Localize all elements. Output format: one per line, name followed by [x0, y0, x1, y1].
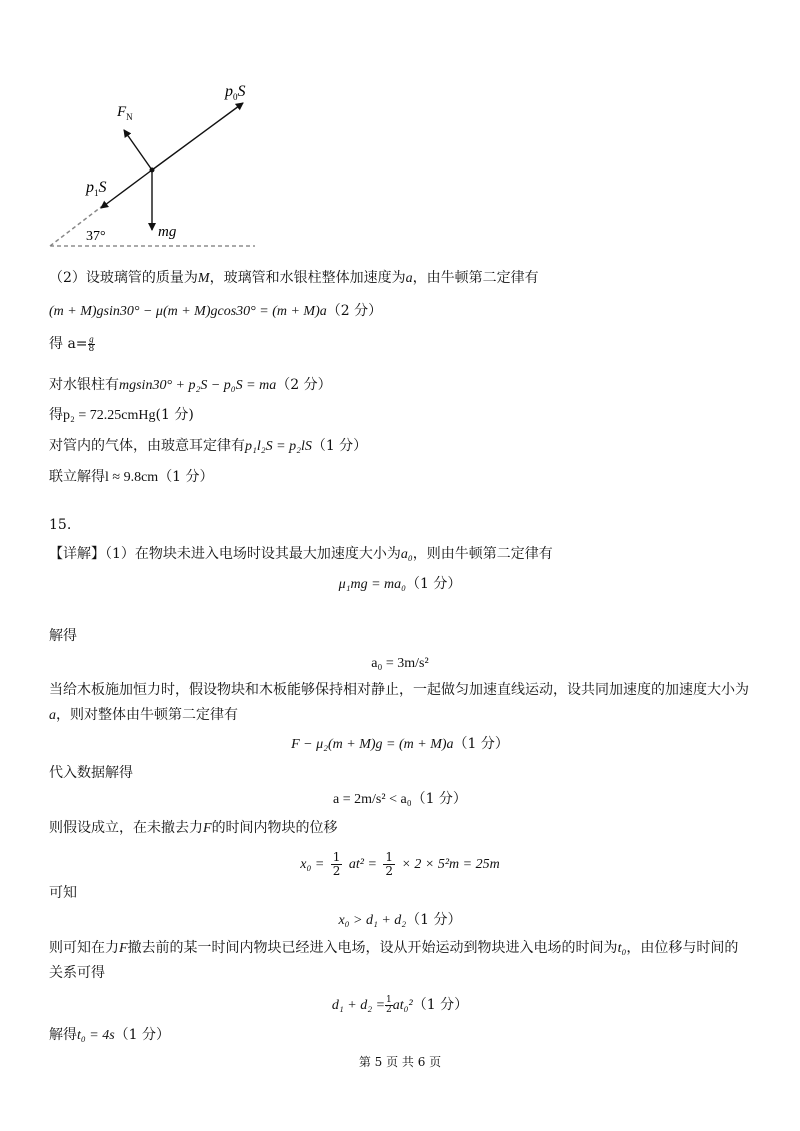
part2-intro: （2）设玻璃管的质量为M，玻璃管和水银柱整体加速度为a，由牛顿第二定律有: [49, 270, 539, 286]
part2-final: 联立解得l ≈ 9.8cm（1 分）: [49, 469, 214, 485]
q15-para2-line2: a，则对整体由牛顿第二定律有: [49, 707, 238, 723]
q15-a0-value: a₀ = 3m/s²: [371, 656, 429, 671]
q15-know: 可知: [49, 885, 77, 901]
q15-eq-whole: F − μ₂(m + M)g = (m + M)a（1 分）: [291, 736, 509, 752]
label-p1s: $p_1S$: [86, 179, 107, 198]
part2-eq1: (m + M)gsin30° − μ(m + M)gcos30° = (m + M)a（2 分）: [49, 303, 383, 319]
q15-x0-equation: x₀ = $\frac{1}{2}$ at² = $\frac{1}{2}$ × 2 × 5²m = 25m: [300, 849, 500, 878]
page-footer: 第 5 页 共 6 页: [358, 1055, 442, 1069]
p1s-force-arrow: [101, 170, 152, 208]
q15-para3-line1: 则可知在力F撤去前的某一时间内物块已经进入电场，设从开始运动到物块进入电场的时间为t₀，由位移与时间的: [49, 940, 739, 956]
part2-p2: 得p₂ = 72.25cmHg(1 分): [49, 407, 194, 423]
force-diagram: [0, 0, 320, 260]
q15-inequality: x₀ > d₁ + d₂（1 分）: [338, 912, 462, 928]
part2-boyle: 对管内的气体，由玻意耳定律有p₁l₂S = p₂lS（1 分）: [49, 438, 368, 454]
q15-t0-result: 解得t₀ = 4s（1 分）: [49, 1027, 171, 1043]
normal-force-arrow: [124, 130, 152, 170]
force-origin-point: [150, 168, 155, 173]
q15-eq-friction: μ₁mg = ma₀（1 分）: [338, 576, 462, 592]
label-angle: 37°: [86, 229, 106, 244]
label-p0s: $p_0S$: [225, 83, 246, 102]
label-fn: $F_N$: [117, 104, 133, 122]
p0s-force-arrow: [152, 103, 243, 170]
q15-eq-displacement: d₁ + d₂ = $\frac{1}{2}$ at₀²（1 分）: [331, 994, 469, 1015]
q15-substitute: 代入数据解得: [49, 765, 133, 781]
q15-detail-line: 【详解】（1）在物块未进入电场时设其最大加速度大小为a₀，则由牛顿第二定律有: [49, 546, 553, 562]
q15-para2-line1: 当给木板施加恒力时，假设物块和木板能够保持相对静止，一起做匀加速直线运动，设共同加速度的加速度大小为: [49, 682, 749, 698]
part2-result-a: 得 a= $\frac{g}{8}$: [49, 333, 95, 354]
part2-mercury: 对水银柱有mgsin30° + p₂S − p₀S = ma（2 分）: [49, 377, 332, 393]
label-mg: mg: [158, 224, 177, 240]
q15-number: 15.: [49, 517, 72, 533]
q15-a-value: a = 2m/s² < a₀（1 分）: [333, 791, 467, 807]
q15-assume-ok: 则假设成立，在未撤去力F的时间内物块的位移: [49, 820, 338, 836]
q15-solve1: 解得: [49, 628, 77, 644]
q15-para3-line2: 关系可得: [49, 965, 105, 981]
